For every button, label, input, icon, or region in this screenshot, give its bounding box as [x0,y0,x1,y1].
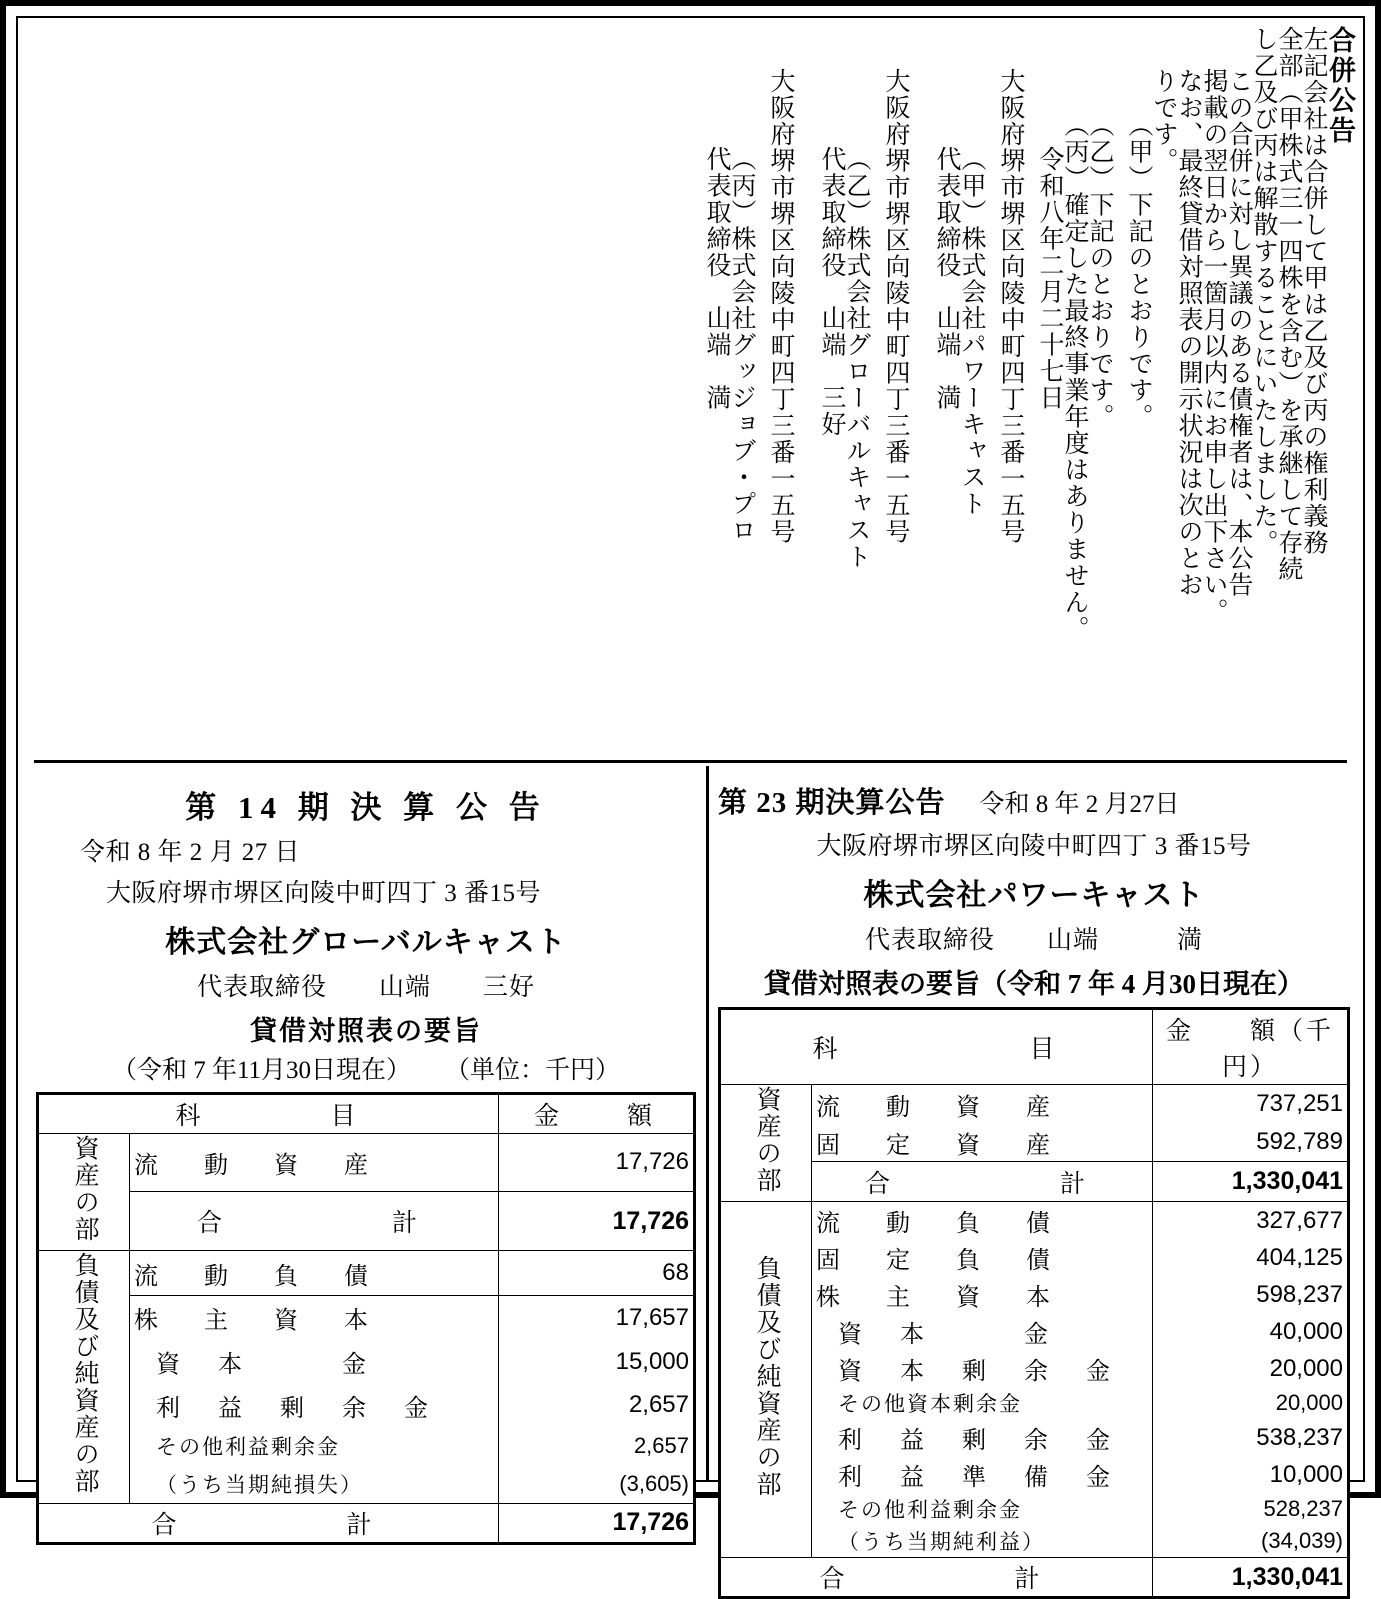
table-header-row [720,1009,1349,1085]
right-row-label-7: 資 本 剰 余 金 [812,1350,1153,1387]
merger-notice-block [18,18,1363,753]
right-panel-representative: 代表取締役 山端 満 [864,927,1203,954]
table-row [720,1313,1349,1350]
table-row [720,1456,1349,1493]
left-balance-sheet-table [36,1092,696,1545]
right-row-amount-6: 40,000 [1153,1313,1349,1350]
table-row [38,1465,695,1503]
right-liability-section-label: 負債及び純資産の部 [720,1202,812,1558]
table-row [720,1239,1349,1276]
right-row-label-5: 株 主 資 本 [812,1276,1153,1313]
table-row [720,1387,1349,1419]
table-row [38,1134,695,1192]
merger-line-5: 掲載の翌日から一箇月以内にお申し出下さい。 [1200,68,1227,625]
merger-otsu-address: 大阪府堺市堺区向陵中町四丁三番一五号 [882,68,909,545]
table-row [720,1202,1349,1240]
right-settlement-notice [718,770,1350,1599]
horizontal-divider [34,760,1347,763]
left-row-amount-0: 17,726 [499,1134,695,1192]
left-header-item: 科 目 [38,1094,499,1134]
left-bs-title: 貸借対照表の要旨 [250,1016,482,1046]
table-row [38,1383,695,1427]
right-row-amount-1: 592,789 [1153,1123,1349,1162]
left-liability-section-label: 負債及び純資産の部 [38,1251,130,1503]
table-row [38,1296,695,1340]
merger-disclosure-kou: （甲）下記のとおりです。 [1125,112,1152,430]
right-row-label-12: （うち当期純利益） [812,1525,1153,1558]
table-row [38,1503,695,1543]
merger-disclosure-otsu: （乙）下記のとおりです。 [1086,112,1113,430]
right-row-amount-10: 10,000 [1153,1456,1349,1493]
right-bs-title: 貸借対照表の要旨 [764,969,980,999]
right-row-amount-11: 528,237 [1153,1493,1349,1525]
merger-kou-representative: 代表取締役 山端 満 [933,146,960,411]
merger-line-1: 左記会社は合併して甲は乙及び丙の権利義務 [1300,26,1327,556]
merger-disclosure-hei: （丙）確定した最終事業年度はありません。 [1061,112,1088,642]
left-row-amount-8: 17,726 [499,1503,695,1543]
table-row [38,1251,695,1296]
table-row [38,1191,695,1250]
left-row-amount-6: 2,657 [499,1427,695,1465]
merger-date: 令和八年二月二十七日 [1036,146,1063,411]
table-row [38,1427,695,1465]
left-row-label-7: （うち当期純損失） [130,1465,499,1503]
right-row-amount-9: 538,237 [1153,1419,1349,1456]
right-row-amount-4: 404,125 [1153,1239,1349,1276]
table-row [720,1558,1349,1598]
merger-otsu-representative: 代表取締役 山端 三好 [818,146,845,438]
right-row-amount-5: 598,237 [1153,1276,1349,1313]
right-row-amount-7: 20,000 [1153,1350,1349,1387]
merger-hei-company: （丙）株式会社グッジョブ・プロ [728,146,755,544]
right-row-amount-8: 20,000 [1153,1387,1349,1419]
right-panel-company: 株式会社パワーキャスト [863,879,1205,912]
merger-line-3: し乙及び丙は解散することにいたしました。 [1250,26,1277,556]
right-row-label-6: 資 本 金 [812,1313,1153,1350]
right-row-label-4: 固 定 負 債 [812,1239,1153,1276]
table-row [720,1493,1349,1525]
right-header-amount: 金 額（千円） [1153,1009,1349,1085]
right-row-label-9: 利 益 剰 余 金 [812,1419,1153,1456]
left-panel-date: 令和 8 年 2 月 27 日 [80,839,301,866]
right-bs-header [718,962,1350,1001]
table-row [720,1123,1349,1162]
right-row-amount-3: 327,677 [1153,1202,1349,1240]
table-row [720,1419,1349,1456]
merger-hei-address: 大阪府堺市堺区向陵中町四丁三番一五号 [767,68,794,545]
right-panel-date: 令和 8 年 2 月27日 [979,791,1180,818]
right-panel-title: 第 23 期決算公告 [718,787,946,819]
right-row-label-0: 流 動 資 産 [812,1085,1153,1124]
right-row-amount-2: 1,330,041 [1153,1162,1349,1202]
left-row-label-2: 流 動 負 債 [130,1251,499,1296]
table-row [720,1276,1349,1313]
vertical-divider [706,766,709,1480]
left-row-label-4: 資 本 金 [130,1340,499,1384]
right-row-amount-13: 1,330,041 [1153,1558,1349,1598]
right-row-label-11: その他利益剰余金 [812,1493,1153,1525]
left-panel-representative: 代表取締役 山端 三好 [196,974,535,1001]
right-row-label-1: 固 定 資 産 [812,1123,1153,1162]
left-settlement-notice [36,770,696,1545]
right-row-label-2: 合 計 [812,1162,1153,1202]
table-row [720,1525,1349,1558]
left-row-amount-7: (3,605) [499,1465,695,1503]
left-bs-subheader [36,1050,696,1086]
merger-line-7: りです。 [1150,68,1177,174]
table-row [38,1340,695,1384]
table-row [720,1162,1349,1202]
merger-line-4: この合併に対し異議のある債権者は、本公告 [1225,68,1252,598]
left-header-amount: 金 額 [499,1094,695,1134]
left-row-label-1: 合 計 [130,1191,499,1250]
left-row-label-6: その他利益剰余金 [130,1427,499,1465]
left-panel-address: 大阪府堺市堺区向陵中町四丁 3 番15号 [106,880,542,907]
left-row-label-0: 流 動 資 産 [130,1134,499,1192]
merger-kou-company: （甲）株式会社パワーキャスト [958,146,985,517]
right-header-item: 科 目 [720,1009,1153,1085]
left-asset-section-label: 資産の部 [38,1134,130,1251]
right-row-amount-0: 737,251 [1153,1085,1349,1124]
right-row-amount-12: (34,039) [1153,1525,1349,1558]
merger-kou-address: 大阪府堺市堺区向陵中町四丁三番一五号 [997,68,1024,545]
left-panel-title: 第 14 期 決 算 公 告 [185,790,547,825]
right-panel-header [718,780,1350,821]
merger-line-6: なお、最終貸借対照表の開示状況は次のとお [1175,68,1202,598]
merger-notice-title: 合併公告 [1325,26,1355,146]
right-asset-section-label: 資産の部 [720,1085,812,1202]
notice-inner-frame [16,16,1365,1594]
left-panel-company: 株式会社グローバルキャスト [165,926,567,959]
left-row-amount-4: 15,000 [499,1340,695,1384]
merger-line-2: 全部（甲株式三一四株を含む）を承継して存続 [1275,26,1302,583]
table-row [720,1085,1349,1124]
right-panel-address: 大阪府堺市堺区向陵中町四丁 3 番15号 [816,833,1252,860]
left-bs-unit: （単位：千円） [445,1057,621,1084]
right-row-label-3: 流 動 負 債 [812,1202,1153,1240]
left-row-label-3: 株 主 資 本 [130,1296,499,1340]
merger-hei-representative: 代表取締役 山端 満 [703,146,730,411]
merger-otsu-company: （乙）株式会社グローバルキャスト [843,146,870,570]
right-row-label-13: 合 計 [720,1558,1153,1598]
table-row [720,1350,1349,1387]
left-row-amount-2: 68 [499,1251,695,1296]
right-bs-date: （令和 7 年 4 月30日現在） [980,969,1304,999]
left-row-amount-5: 2,657 [499,1383,695,1427]
left-row-amount-3: 17,657 [499,1296,695,1340]
left-bs-date: （令和 7 年11月30日現在） [111,1057,412,1084]
table-header-row [38,1094,695,1134]
left-row-label-8: 合 計 [38,1503,499,1543]
left-row-amount-1: 17,726 [499,1191,695,1250]
right-balance-sheet-table [718,1007,1350,1599]
right-row-label-10: 利 益 準 備 金 [812,1456,1153,1493]
left-row-label-5: 利 益 剰 余 金 [130,1383,499,1427]
right-row-label-8: その他資本剰余金 [812,1387,1153,1419]
